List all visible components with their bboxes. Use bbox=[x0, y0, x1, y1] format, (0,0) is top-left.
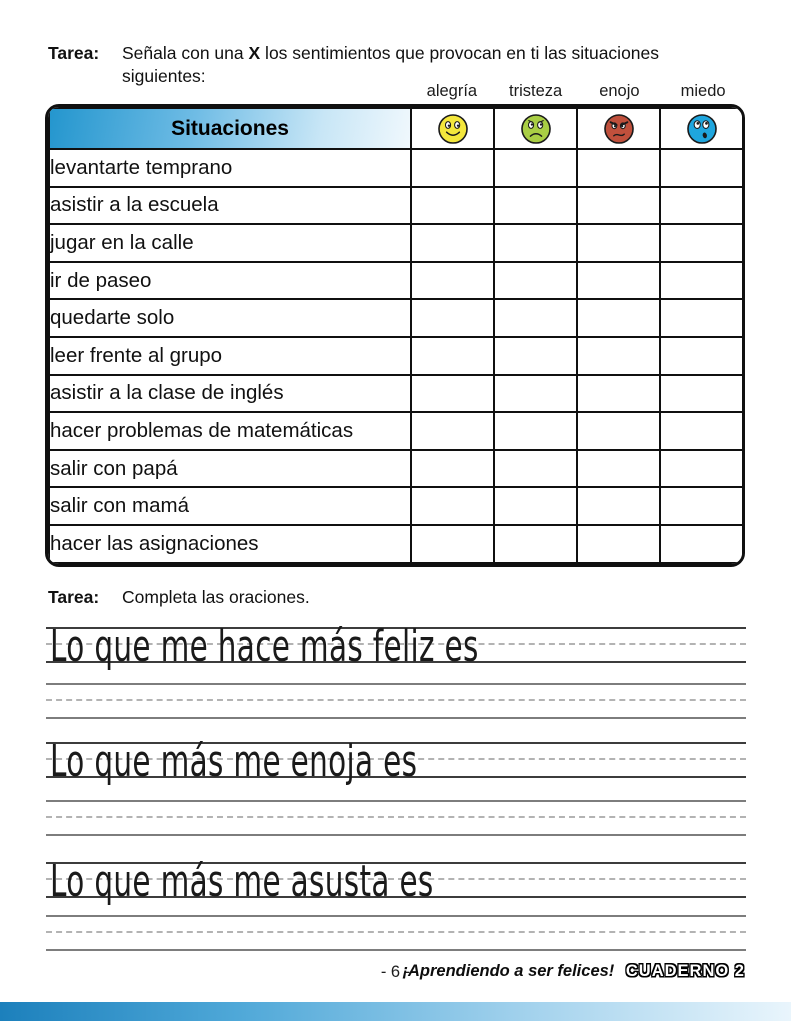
answer-cell-tristeza[interactable] bbox=[494, 187, 577, 225]
happy-face-icon bbox=[437, 113, 469, 145]
answer-cell-miedo[interactable] bbox=[660, 450, 743, 488]
answer-cell-enojo[interactable] bbox=[577, 337, 660, 375]
task2-block bbox=[48, 586, 748, 609]
table-row bbox=[49, 262, 743, 300]
answer-cell-tristeza[interactable] bbox=[494, 487, 577, 525]
answer-cell-miedo[interactable] bbox=[660, 375, 743, 413]
answer-cell-enojo[interactable] bbox=[577, 412, 660, 450]
enojo-header-cell bbox=[577, 108, 660, 149]
column-label-tristeza: tristeza bbox=[509, 82, 563, 100]
answer-cell-alegria[interactable] bbox=[411, 450, 494, 488]
answer-cell-enojo[interactable] bbox=[577, 487, 660, 525]
angry-face-icon bbox=[603, 113, 635, 145]
situation-cell: hacer las asignaciones bbox=[49, 525, 411, 563]
answer-cell-tristeza[interactable] bbox=[494, 450, 577, 488]
table-row bbox=[49, 187, 743, 225]
situation-cell: salir con papá bbox=[49, 450, 411, 488]
answer-cell-alegria[interactable] bbox=[411, 187, 494, 225]
table-row bbox=[49, 375, 743, 413]
situation-cell: leer frente al grupo bbox=[49, 337, 411, 375]
task2-instruction: Completa las oraciones. bbox=[122, 587, 310, 607]
table-row bbox=[49, 299, 743, 337]
situations-body bbox=[49, 149, 743, 563]
task1-instruction-line2: siguientes: bbox=[122, 66, 206, 86]
answer-cell-miedo[interactable] bbox=[660, 187, 743, 225]
column-label-miedo: miedo bbox=[680, 82, 726, 100]
alegria-header-cell bbox=[411, 108, 494, 149]
table-row bbox=[49, 525, 743, 563]
task1-instruction: Señala con una X los sentimientos que provocan en ti las situaciones siguientes: bbox=[122, 43, 660, 86]
situation-cell: levantarte temprano bbox=[49, 149, 411, 187]
answer-cell-enojo[interactable] bbox=[577, 262, 660, 300]
situation-cell: jugar en la calle bbox=[49, 224, 411, 262]
series-title: ¡Aprendiendo a ser felices! bbox=[402, 962, 615, 980]
table-row bbox=[49, 412, 743, 450]
answer-cell-alegria[interactable] bbox=[411, 525, 494, 563]
page-number: - 6 - bbox=[380, 963, 411, 981]
situation-cell: asistir a la escuela bbox=[49, 187, 411, 225]
situation-cell: salir con mamá bbox=[49, 487, 411, 525]
answer-cell-tristeza[interactable] bbox=[494, 262, 577, 300]
task2-label: Tarea: bbox=[48, 587, 100, 607]
sad-face-icon bbox=[520, 113, 552, 145]
table-row bbox=[49, 487, 743, 525]
answer-cell-tristeza[interactable] bbox=[494, 375, 577, 413]
answer-cell-alegria[interactable] bbox=[411, 224, 494, 262]
answer-cell-miedo[interactable] bbox=[660, 412, 743, 450]
scared-face-icon bbox=[686, 113, 718, 145]
rule-baseline bbox=[46, 717, 746, 719]
answer-cell-tristeza[interactable] bbox=[494, 525, 577, 563]
task1-label: Tarea: bbox=[48, 43, 100, 63]
tristeza-header-cell bbox=[494, 108, 577, 149]
task1-x-bold: X bbox=[248, 43, 261, 63]
blank-line-group[interactable] bbox=[46, 800, 746, 835]
answer-cell-alegria[interactable] bbox=[411, 487, 494, 525]
rule-baseline bbox=[46, 834, 746, 836]
blank-line-group[interactable] bbox=[46, 915, 746, 950]
blank-line-group[interactable] bbox=[46, 683, 746, 718]
sentence-line-group[interactable] bbox=[46, 736, 746, 787]
table-row bbox=[49, 224, 743, 262]
table-row bbox=[49, 337, 743, 375]
rule-top-line bbox=[46, 800, 746, 802]
answer-cell-miedo[interactable] bbox=[660, 337, 743, 375]
feeling-column-labels bbox=[410, 82, 745, 101]
table-row bbox=[49, 149, 743, 187]
answer-cell-alegria[interactable] bbox=[411, 262, 494, 300]
answer-cell-miedo[interactable] bbox=[660, 299, 743, 337]
miedo-header-cell bbox=[660, 108, 743, 149]
situation-cell: asistir a la clase de inglés bbox=[49, 375, 411, 413]
rule-dashed-midline bbox=[46, 816, 746, 818]
answer-cell-miedo[interactable] bbox=[660, 487, 743, 525]
answer-cell-miedo[interactable] bbox=[660, 149, 743, 187]
rule-dashed-midline bbox=[46, 931, 746, 933]
situation-cell: ir de paseo bbox=[49, 262, 411, 300]
answer-cell-enojo[interactable] bbox=[577, 375, 660, 413]
bottom-decoration-bar bbox=[0, 1002, 791, 1021]
answer-cell-alegria[interactable] bbox=[411, 149, 494, 187]
situation-cell: quedarte solo bbox=[49, 299, 411, 337]
rule-top-line bbox=[46, 915, 746, 917]
answer-cell-alegria[interactable] bbox=[411, 299, 494, 337]
answer-cell-enojo[interactable] bbox=[577, 224, 660, 262]
answer-cell-tristeza[interactable] bbox=[494, 412, 577, 450]
sentence-line-group[interactable] bbox=[46, 621, 746, 672]
answer-cell-enojo[interactable] bbox=[577, 149, 660, 187]
answer-cell-miedo[interactable] bbox=[660, 224, 743, 262]
answer-cell-enojo[interactable] bbox=[577, 187, 660, 225]
sentence-text: Lo que más me enoja es bbox=[50, 736, 418, 787]
situation-cell: hacer problemas de matemáticas bbox=[49, 412, 411, 450]
table-row bbox=[49, 450, 743, 488]
answer-cell-tristeza[interactable] bbox=[494, 299, 577, 337]
answer-cell-alegria[interactable] bbox=[411, 337, 494, 375]
answer-cell-enojo[interactable] bbox=[577, 299, 660, 337]
column-label-enojo: enojo bbox=[599, 82, 640, 100]
answer-cell-miedo[interactable] bbox=[660, 262, 743, 300]
answer-cell-tristeza[interactable] bbox=[494, 149, 577, 187]
sentence-text: Lo que más me asusta es bbox=[50, 856, 434, 907]
answer-cell-tristeza[interactable] bbox=[494, 224, 577, 262]
footer-brand bbox=[402, 962, 745, 981]
answer-cell-alegria[interactable] bbox=[411, 412, 494, 450]
series-badge: CUADERNO 2 bbox=[625, 962, 745, 980]
column-label-alegria: alegría bbox=[426, 82, 478, 100]
situations-header: Situaciones bbox=[49, 108, 411, 149]
answer-cell-enojo[interactable] bbox=[577, 525, 660, 563]
answer-cell-tristeza[interactable] bbox=[494, 337, 577, 375]
rule-dashed-midline bbox=[46, 699, 746, 701]
sentence-text: Lo que me hace más feliz es bbox=[50, 621, 479, 672]
answer-cell-alegria[interactable] bbox=[411, 375, 494, 413]
situations-table bbox=[45, 104, 745, 567]
rule-baseline bbox=[46, 949, 746, 951]
sentence-line-group[interactable] bbox=[46, 856, 746, 907]
rule-top-line bbox=[46, 683, 746, 685]
answer-cell-enojo[interactable] bbox=[577, 450, 660, 488]
answer-cell-miedo[interactable] bbox=[660, 525, 743, 563]
